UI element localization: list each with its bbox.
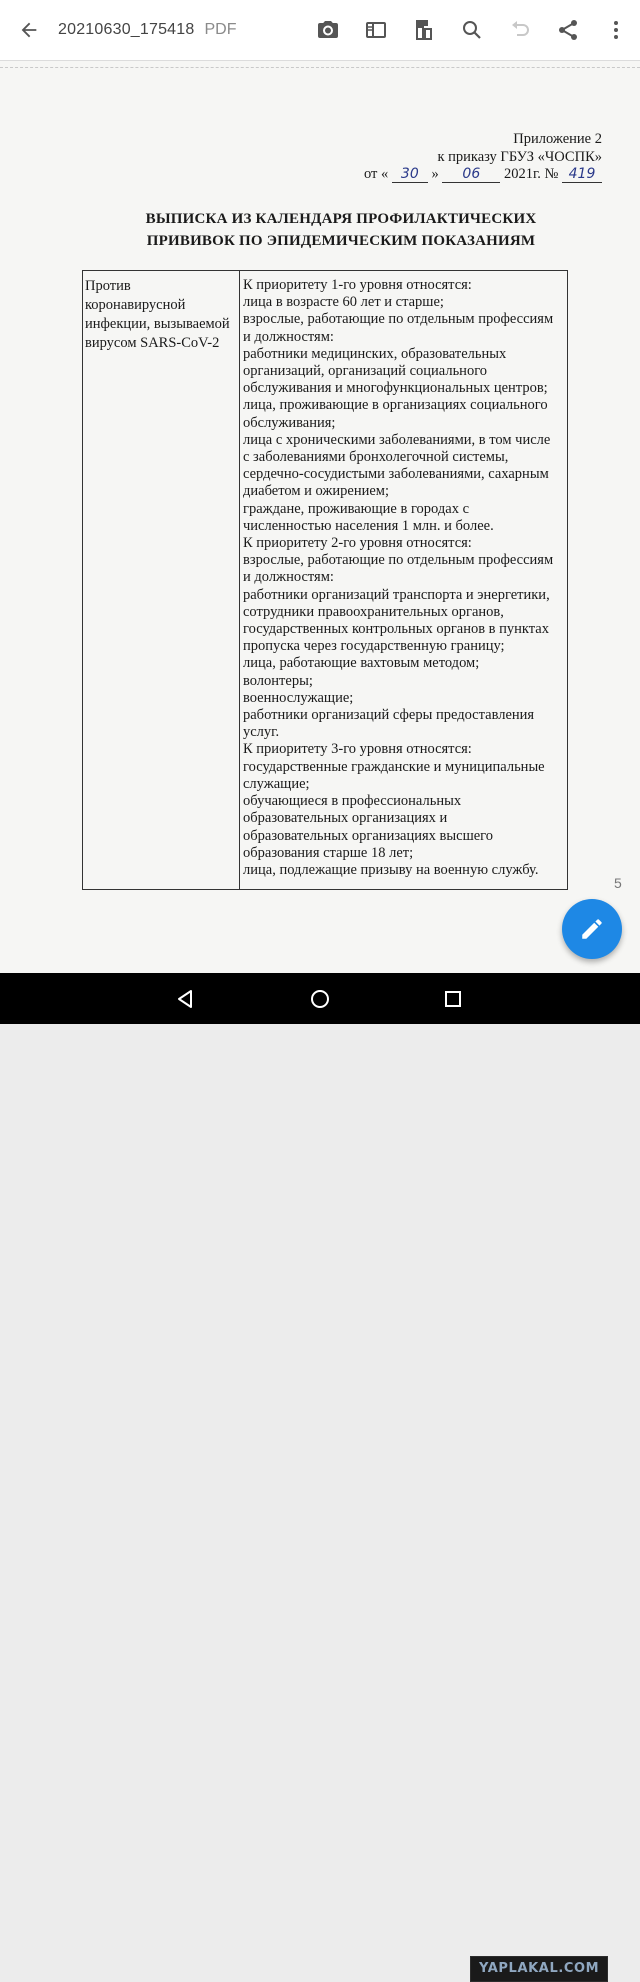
priority-line: обслуживания; (243, 414, 336, 431)
priority-line: работники организаций сферы предоставления (243, 707, 535, 724)
priority-line: сердечно-сосудистыми заболеваниями, сахарным (243, 466, 549, 483)
priority-line: государственных контрольных органов в пунктах (243, 621, 549, 638)
arrow-left-icon (18, 19, 40, 41)
table-column-divider (239, 271, 240, 889)
camera-button[interactable] (304, 6, 352, 54)
priority-line: образовательных организациях высшего (243, 827, 494, 844)
pdf-viewer[interactable] (0, 61, 640, 973)
priority-line: с заболеваниями бронхолегочной системы, (243, 449, 509, 466)
priority-line: граждане, проживающие в городах с (243, 500, 470, 517)
nav-home-button[interactable] (285, 973, 355, 1024)
priority-line: взрослые, работающие по отдельным профессиям (243, 552, 554, 569)
search-icon (460, 18, 484, 42)
priority-line: лица в возрасте 60 лет и старше; (243, 294, 444, 311)
document-title (58, 21, 304, 39)
date-prefix: от « (363, 166, 389, 182)
date-day: 30 (392, 166, 428, 183)
date-month: 06 (442, 166, 500, 183)
priority-line: услуг. (243, 724, 280, 741)
priority-line: диабетом и ожирением; (243, 483, 390, 500)
reader-mode-button[interactable] (352, 6, 400, 54)
share-icon (556, 18, 580, 42)
document-content (0, 61, 640, 973)
back-button[interactable] (0, 0, 58, 60)
layout-icon (412, 18, 436, 42)
vaccination-table (82, 270, 568, 890)
priority-line: лица, подлежащие призыву на военную службу. (243, 861, 539, 878)
layout-button[interactable] (400, 6, 448, 54)
priority-line: К приоритету 1-го уровня относятся: (243, 277, 472, 293)
undo-icon (508, 18, 532, 42)
nav-back-button[interactable] (150, 973, 220, 1024)
priority-line: обслуживания и многофункциональных центров; (243, 380, 548, 397)
system-navigation-bar (0, 973, 640, 1976)
priority-line: волонтеры; (243, 672, 313, 689)
priority-line: лица с хроническими заболеваниями, в том числе (243, 431, 551, 448)
file-type: PDF (204, 21, 237, 38)
priority-line: образовательных организациях и (243, 810, 448, 827)
undo-button[interactable] (496, 6, 544, 54)
priority-line: К приоритету 3-го уровня относятся: (243, 741, 472, 758)
infection-line: инфекции, вызываемой (85, 316, 230, 332)
edit-fab-button[interactable] (562, 899, 622, 959)
app-bar (0, 0, 640, 61)
infection-cell (85, 277, 237, 353)
pencil-icon (579, 916, 605, 942)
file-name: 20210630_175418 (58, 21, 195, 38)
priority-line: работники медицинских, образовательных (243, 345, 507, 362)
order-date-line (364, 165, 602, 183)
priority-line: военнослужащие; (243, 689, 354, 706)
square-recents-icon (442, 988, 464, 1010)
infection-line: Против (85, 278, 131, 294)
date-mid: » (431, 166, 439, 182)
priority-line: К приоритету 2-го уровня относятся: (243, 535, 472, 552)
page-number: 5 (614, 875, 622, 891)
priority-line: взрослые, работающие по отдельным профессиям (243, 311, 554, 328)
site-watermark: YAPLAKAL.COM (470, 1956, 608, 1982)
priority-line: и должностям: (243, 569, 334, 586)
priority-line: и должностям: (243, 328, 334, 345)
priority-line: сотрудники правоохранительных органов, (243, 603, 504, 620)
priority-groups-cell (243, 277, 569, 879)
appendix-label: Приложение 2 (513, 131, 602, 147)
triangle-back-icon (174, 988, 196, 1010)
infection-line: коронавирусной (85, 297, 186, 313)
camera-icon (316, 18, 340, 42)
more-options-button[interactable] (592, 6, 640, 54)
infection-line: вирусом SARS-CoV-2 (85, 335, 220, 351)
priority-line: лица, работающие вахтовым методом; (243, 655, 480, 672)
circle-home-icon (309, 988, 331, 1010)
pdf-page (0, 61, 640, 973)
priority-line: служащие; (243, 775, 310, 792)
priority-line: численностью населения 1 млн. и более. (243, 517, 494, 534)
priority-line: организаций, организаций социального (243, 363, 488, 380)
order-number: 419 (562, 166, 602, 183)
search-button[interactable] (448, 6, 496, 54)
priority-line: обучающиеся в профессиональных (243, 793, 462, 810)
priority-line: государственные гражданские и муниципальные (243, 758, 545, 775)
priority-line: образования старше 18 лет; (243, 844, 414, 861)
reader-mode-icon (364, 18, 388, 42)
priority-line: работники организаций транспорта и энергетики, (243, 586, 550, 603)
document-heading-line1: ВЫПИСКА ИЗ КАЛЕНДАРЯ ПРОФИЛАКТИЧЕСКИХ (145, 211, 537, 227)
more-vert-icon (604, 18, 628, 42)
nav-recents-button[interactable] (418, 973, 488, 1024)
document-heading-line2: ПРИВИВОК ПО ЭПИДЕМИЧЕСКИМ ПОКАЗАНИЯМ (146, 233, 536, 249)
priority-line: лица, проживающие в организациях социального (243, 397, 548, 414)
priority-line: пропуска через государственную границу; (243, 638, 505, 655)
share-button[interactable] (544, 6, 592, 54)
order-reference: к приказу ГБУЗ «ЧОСПК» (437, 149, 602, 165)
date-year: 2021г. № (503, 166, 559, 182)
